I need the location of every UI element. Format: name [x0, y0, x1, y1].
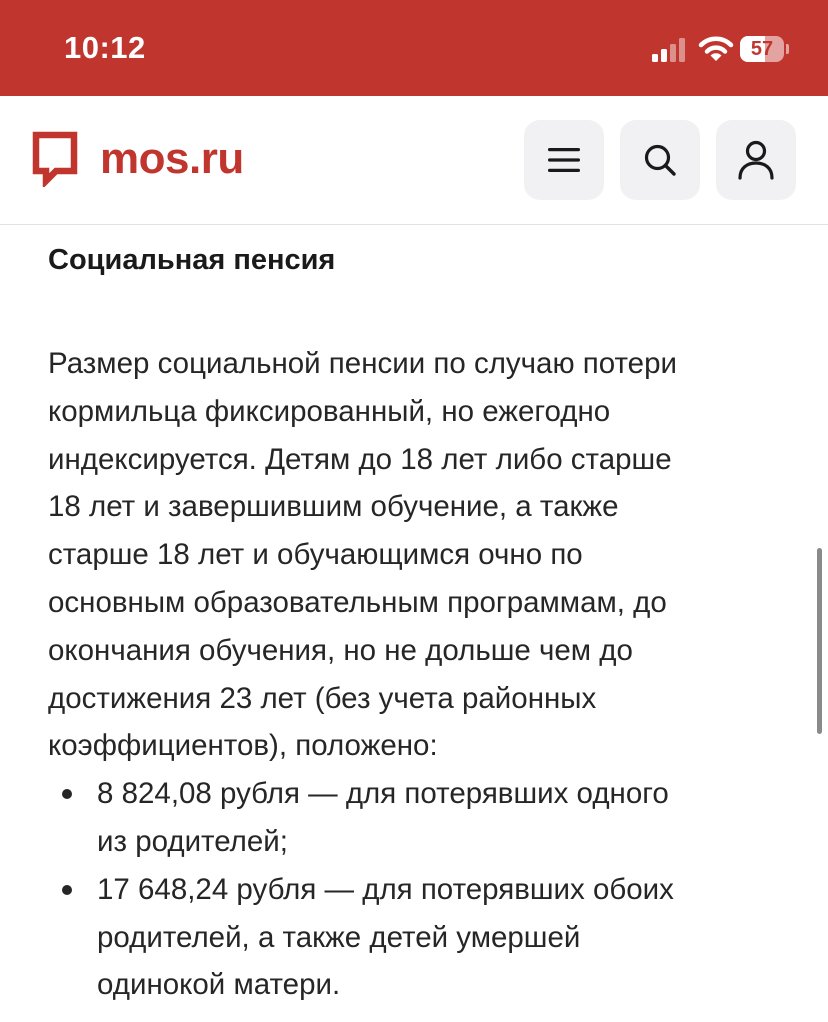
wifi-icon — [698, 35, 734, 63]
paragraph-line: Размер социальной пенсии по случаю потери — [48, 347, 677, 380]
profile-button[interactable] — [716, 120, 796, 200]
paragraph-line: индексируется. Детям до 18 лет либо старше — [48, 442, 672, 476]
paragraph-line: кормильца фиксированный, но ежегодно — [48, 394, 611, 428]
list-item-line: из родителей; — [97, 824, 288, 858]
list-item-line: 17 648,24 рубля — для потерявших обоих — [97, 872, 674, 906]
paragraph-line: 18 лет и завершившим обучение, а также — [48, 490, 619, 524]
pension-amount-list — [48, 770, 788, 1009]
menu-button[interactable] — [524, 120, 604, 200]
battery-icon — [740, 36, 788, 62]
article-content — [48, 238, 788, 1009]
hamburger-menu-icon — [547, 147, 581, 173]
list-item-line: 8 824,08 рубля — для потерявших одного — [97, 777, 669, 811]
list-item — [48, 770, 788, 866]
paragraph-line: основным образовательным программам, до — [48, 585, 667, 619]
status-time: 10:12 — [64, 30, 146, 65]
user-profile-icon — [737, 140, 775, 180]
article-paragraph — [48, 340, 788, 770]
bullet-dot-icon — [62, 789, 72, 799]
paragraph-line: достижения 23 лет (без учета районных — [48, 681, 597, 715]
paragraph-line: окончания обучения, но не дольше чем до — [48, 633, 633, 667]
list-item-line: родителей, а также детей умершей — [97, 920, 581, 954]
status-bar — [0, 0, 828, 96]
bullet-dot-icon — [62, 885, 72, 895]
section-title: Социальная пенсия — [48, 244, 336, 276]
battery-body — [740, 36, 784, 62]
site-header — [0, 96, 828, 225]
search-icon — [643, 143, 677, 177]
battery-level: 57 — [750, 38, 774, 60]
cellular-signal-icon — [652, 38, 688, 62]
mos-logo-icon — [32, 131, 78, 187]
battery-cap — [786, 44, 789, 54]
search-button[interactable] — [620, 120, 700, 200]
site-logo[interactable] — [32, 131, 244, 187]
paragraph-line: старше 18 лет и обучающимся очно по — [48, 538, 583, 572]
page-scrollbar[interactable] — [817, 548, 822, 734]
logo-text: mos.ru — [100, 134, 244, 183]
list-item — [48, 866, 788, 1009]
list-item-line: одинокой матери. — [97, 968, 341, 1002]
paragraph-line: коэффициентов), положено: — [48, 729, 438, 763]
